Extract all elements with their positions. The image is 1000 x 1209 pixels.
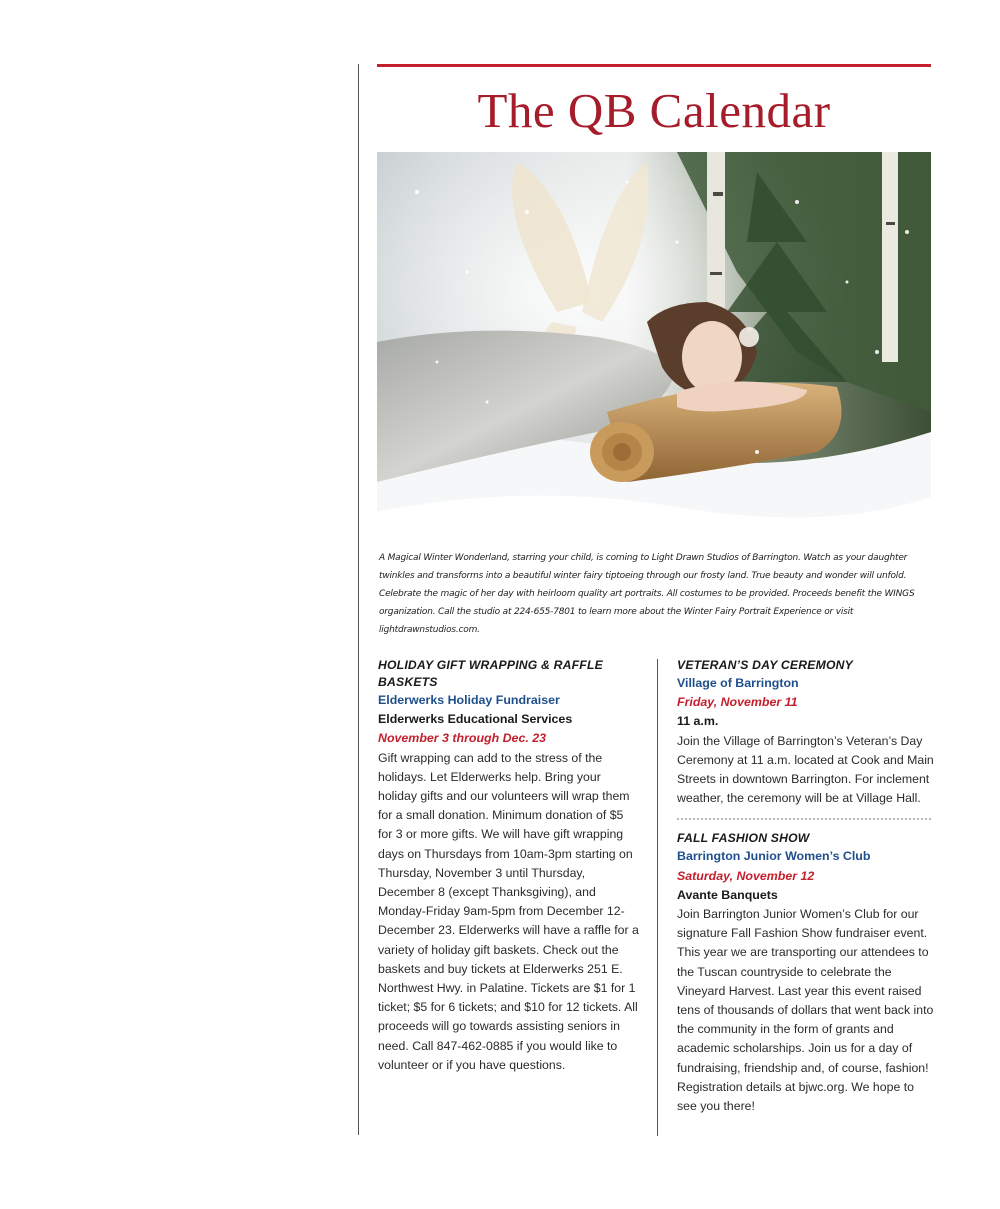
event-venue: Avante Banquets: [677, 887, 778, 902]
winter-fairy-illustration: [377, 152, 931, 546]
event-host: Elderwerks Educational Services: [378, 712, 573, 727]
event-heading: FALL FASHION SHOW: [677, 831, 810, 846]
event-organization: Elderwerks Holiday Fundraiser: [378, 693, 560, 707]
page-title: The QB Calendar: [477, 83, 831, 138]
event-fall-fashion-show: [677, 830, 935, 1116]
right-column: [677, 657, 935, 1116]
left-column-rule: [358, 64, 359, 1135]
event-veterans-day: [677, 657, 935, 808]
event-separator: [677, 818, 931, 820]
column-divider-rule: [657, 659, 658, 1136]
left-column: [378, 657, 640, 1075]
event-date: Friday, November 11: [677, 695, 798, 710]
event-date: Saturday, November 12: [677, 868, 815, 883]
event-heading: VETERAN’S DAY CEREMONY: [677, 658, 853, 672]
event-description: Join Barrington Junior Women’s Club for our signature Fall Fashion Show fundraiser event. This year we are transporting our attendees to the Tuscan countryside to celebrate the Vineyard Harvest. Last year this event raised tens of thousands of dollars that went back into the community in the form of grants and academic scholarships. Join us for a day of fundraising, friendship and, of course, fashion! Registration details at bjwc.org. We hope to see you there!: [677, 907, 934, 1114]
event-date: November 3 through Dec. 23: [378, 731, 547, 746]
photo-caption: A Magical Winter Wonderland, starring your child, is coming to Light Drawn Studios of Barrington. Watch as your daughter twinkles and transforms into a beautiful winter fairy tiptoeing through our frosty land. True beauty and wonder will unfold. Celebrate the magic of her day with heirloom quality art portraits. All costumes to be provided. Proceeds benefit the WINGS organization. Call the studio at 224-655-7801 to learn more about the Winter Fairy Portrait Experience or visit lightdrawnstudios.com.: [379, 553, 915, 635]
event-description: Gift wrapping can add to the stress of the holidays. Let Elderwerks help. Bring your holiday gifts and our volunteers will wrap them for a small donation. Minimum donation of $5 for 3 or more gifts. We will have gift wrapping days on Thursdays from 10am-3pm starting on Thursday, November 3 until Thursday, December 8 (except Thanksgiving), and Monday-Friday 9am-5pm from December 12-December 23. Elderwerks will have a raffle for a variety of holiday gift baskets. Check out the baskets and buy tickets at Elderwerks 251 E. Northwest Hwy. in Palatine. Tickets are $1 for 1 ticket; $5 for 6 tickets; and $10 for 12 tickets. All proceeds will go towards assisting seniors in need. Call 847-462-0885 if you would like to volunteer or if you have questions.: [378, 750, 639, 1072]
event-organization: Village of Barrington: [677, 676, 799, 690]
feature-photo: [377, 152, 931, 546]
event-organization: Barrington Junior Women’s Club: [677, 849, 871, 864]
event-heading: HOLIDAY GIFT WRAPPING & RAFFLE BASKETS: [378, 658, 603, 689]
event-description: Join the Village of Barrington’s Veteran’s Day Ceremony at 11 a.m. located at Cook and Main Streets in downtown Barrington. For inclement weather, the ceremony will be at Village Hall.: [677, 733, 934, 806]
event-holiday-gift-wrapping: [378, 657, 640, 1075]
header-top-rule: [377, 64, 931, 67]
event-time: 11 a.m.: [677, 714, 719, 729]
